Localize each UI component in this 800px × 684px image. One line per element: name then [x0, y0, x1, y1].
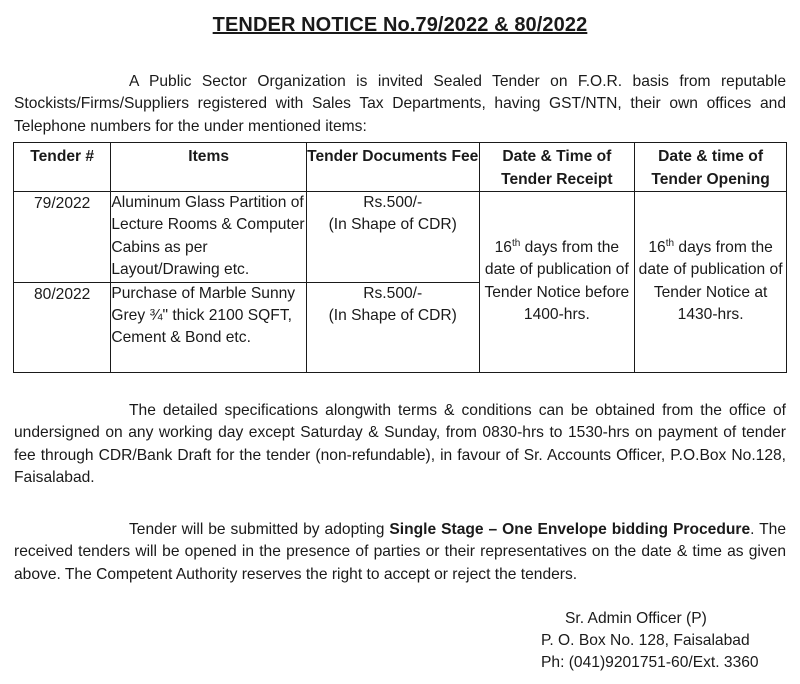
cell-fee [306, 282, 479, 372]
header-tender-no: Tender # [14, 143, 111, 192]
officer-title: Sr. Admin Officer (P) [565, 610, 707, 627]
officer-phone: Ph: (041)9201751-60/Ext. 3360 [541, 654, 759, 671]
header-receipt: Date & Time of Tender Receipt [479, 143, 635, 192]
fee-note: (In Shape of CDR) [328, 216, 457, 234]
specs-paragraph: The detailed specifications alongwith terms & conditions can be obtained from the office of undersigned on any working day except Saturday & Sunday, from 0830-hrs to 1530-hrs on payment of tender fee through CDR/Bank Draft for the tender (non-refundable), in favour of Sr. Accounts Officer, P.O.Box No.128, Faisalabad. [14, 402, 786, 487]
fee-note: (In Shape of CDR) [328, 307, 457, 325]
opening-day-suffix: th [665, 238, 675, 249]
notice-title: TENDER NOTICE No.79/2022 & 80/2022 [212, 14, 588, 36]
header-opening: Date & time of Tender Opening [635, 143, 787, 192]
header-items: Items [111, 143, 307, 192]
receipt-day: 16 [494, 239, 512, 256]
table-header-row [14, 143, 787, 192]
cell-receipt [479, 192, 635, 373]
cell-item: Aluminum Glass Partition of Lecture Rooms & Computer Cabins as per Layout/Drawing etc. [111, 192, 307, 283]
opening-text: days from the date of publication of Tender Notice at 1430-hrs. [638, 239, 783, 324]
submission-paragraph [14, 519, 786, 586]
fee-amount: Rs.500/- [363, 284, 423, 302]
cell-item: Purchase of Marble Sunny Grey ¾" thick 2100 SQFT, Cement & Bond etc. [111, 282, 307, 372]
submission-procedure: Single Stage – One Envelope bidding Procedure [389, 521, 751, 538]
cell-tender-no: 80/2022 [14, 282, 111, 372]
table-row [14, 192, 787, 283]
receipt-text: days from the date of publication of Tender Notice before 1400-hrs. [484, 239, 630, 324]
opening-day: 16 [648, 239, 666, 256]
tender-table [13, 142, 787, 373]
cell-fee [306, 192, 479, 283]
cell-tender-no: 79/2022 [14, 192, 111, 283]
intro-paragraph: A Public Sector Organization is invited Sealed Tender on F.O.R. basis from reputable Stockists/Firms/Suppliers registered with Sales Tax Departments, having GST/NTN, their own offices and Telephone numbers for the under mentioned items: [14, 73, 786, 135]
receipt-day-suffix: th [511, 238, 521, 249]
cell-opening [635, 192, 787, 373]
officer-address: P. O. Box No. 128, Faisalabad [541, 632, 750, 649]
header-fee: Tender Documents Fee [306, 143, 479, 192]
submission-lead: Tender will be submitted by adopting [129, 521, 385, 538]
fee-amount: Rs.500/- [363, 194, 423, 211]
submission-rest: . The received tenders will be opened in the presence of parties or their representatives on the date & time as given above. The Competent Authority reserves the right to accept or reject the tenders. [14, 521, 787, 583]
signature-block [541, 608, 759, 674]
